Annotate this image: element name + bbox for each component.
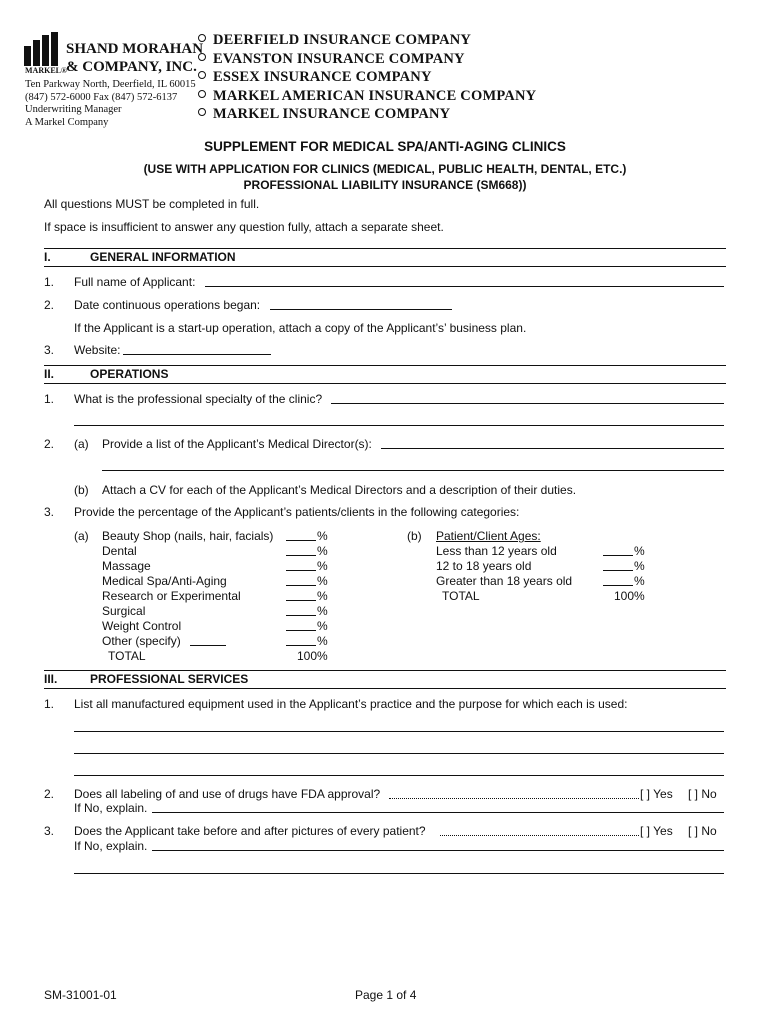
dot-leader bbox=[389, 798, 639, 799]
section-rule bbox=[44, 248, 726, 249]
page-number: Page 1 of 4 bbox=[355, 988, 417, 1002]
form-title: SUPPLEMENT FOR MEDICAL SPA/ANTI-AGING CLINICS bbox=[204, 139, 566, 154]
percent-field[interactable] bbox=[286, 555, 316, 556]
age-label: Less than 12 years old bbox=[436, 544, 557, 558]
question-number: 2. bbox=[44, 787, 55, 801]
percent-field[interactable] bbox=[286, 570, 316, 571]
percent-sign: % bbox=[317, 619, 328, 633]
radio-circle-icon[interactable] bbox=[198, 34, 206, 42]
sub-question-marker: (a) bbox=[74, 529, 89, 543]
percent-field[interactable] bbox=[603, 555, 633, 556]
form-number: SM-31001-01 bbox=[44, 988, 117, 1002]
fda-no-checkbox[interactable]: [ ] No bbox=[688, 787, 717, 801]
medical-directors-field-line2[interactable] bbox=[102, 470, 724, 471]
question-label: Website: bbox=[74, 343, 121, 357]
percent-sign: % bbox=[634, 544, 645, 558]
category-label: Dental bbox=[102, 544, 137, 558]
sub-question-marker: (b) bbox=[74, 483, 89, 497]
question-label: Provide the percentage of the Applicant’s patients/clients in the following categories: bbox=[74, 505, 520, 519]
question-label: Full name of Applicant: bbox=[74, 275, 196, 289]
section-number: II. bbox=[44, 367, 55, 381]
age-label: 12 to 18 years old bbox=[436, 559, 532, 573]
sub-question-marker: (a) bbox=[74, 437, 89, 451]
percent-field[interactable] bbox=[286, 630, 316, 631]
radio-circle-icon[interactable] bbox=[198, 71, 206, 79]
question-label: Attach a CV for each of the Applicant’s Medical Directors and a description of their duties. bbox=[102, 483, 577, 497]
specialty-field-line2[interactable] bbox=[74, 425, 724, 426]
percent-field[interactable] bbox=[603, 585, 633, 586]
fda-explain-field[interactable] bbox=[152, 812, 724, 813]
question-label: Does the Applicant take before and after pictures of every patient? bbox=[74, 824, 426, 838]
question-label: What is the professional specialty of the clinic? bbox=[74, 392, 323, 406]
total-value: 100% bbox=[614, 589, 645, 603]
company-option[interactable]: MARKEL AMERICAN INSURANCE COMPANY bbox=[198, 87, 536, 106]
equipment-field-line3[interactable] bbox=[74, 775, 724, 776]
section-rule bbox=[44, 365, 726, 366]
pictures-no-checkbox[interactable]: [ ] No bbox=[688, 824, 717, 838]
equipment-field-line2[interactable] bbox=[74, 753, 724, 754]
question-note: If the Applicant is a start-up operation, attach a copy of the Applicant’s’ business plan. bbox=[74, 321, 527, 335]
radio-circle-icon[interactable] bbox=[198, 53, 206, 61]
form-subtitle: PROFESSIONAL LIABILITY INSURANCE (SM668)) bbox=[243, 178, 527, 192]
total-label: TOTAL bbox=[442, 589, 480, 603]
question-label: Does all labeling of and use of drugs have FDA approval? bbox=[74, 787, 381, 801]
equipment-field-line1[interactable] bbox=[74, 731, 724, 732]
explain-label: If No, explain. bbox=[74, 839, 148, 853]
percent-field[interactable] bbox=[286, 540, 316, 541]
percent-sign: % bbox=[317, 529, 328, 543]
percent-sign: % bbox=[317, 634, 328, 648]
markel-logo-bars bbox=[24, 32, 64, 66]
section-rule bbox=[44, 266, 726, 267]
brand-name-line1: SHAND MORAHAN bbox=[66, 41, 204, 57]
specialty-field[interactable] bbox=[331, 403, 724, 404]
percent-field[interactable] bbox=[286, 645, 316, 646]
category-label: Research or Experimental bbox=[102, 589, 241, 603]
company-option[interactable]: MARKEL INSURANCE COMPANY bbox=[198, 105, 536, 124]
percent-field[interactable] bbox=[286, 585, 316, 586]
dot-leader bbox=[440, 835, 639, 836]
question-number: 1. bbox=[44, 275, 55, 289]
other-specify-field[interactable] bbox=[190, 645, 226, 646]
total-value: 100% bbox=[297, 649, 328, 663]
percent-sign: % bbox=[317, 559, 328, 573]
company-option[interactable]: DEERFIELD INSURANCE COMPANY bbox=[198, 31, 536, 50]
percent-field[interactable] bbox=[286, 600, 316, 601]
sub-question-marker: (b) bbox=[407, 529, 422, 543]
brand-name-line2: & COMPANY, INC. bbox=[66, 59, 197, 75]
website-field[interactable] bbox=[123, 354, 271, 355]
address-line: (847) 572-6000 Fax (847) 572-6137 bbox=[25, 91, 178, 103]
percent-sign: % bbox=[317, 574, 328, 588]
category-label: Massage bbox=[102, 559, 151, 573]
intro-text: All questions MUST be completed in full. bbox=[44, 197, 260, 211]
percent-sign: % bbox=[317, 589, 328, 603]
category-label: Beauty Shop (nails, hair, facials) bbox=[102, 529, 274, 543]
company-option[interactable]: ESSEX INSURANCE COMPANY bbox=[198, 68, 536, 87]
section-title: OPERATIONS bbox=[90, 367, 169, 381]
question-number: 1. bbox=[44, 697, 55, 711]
radio-circle-icon[interactable] bbox=[198, 90, 206, 98]
ages-heading: Patient/Client Ages: bbox=[436, 529, 541, 543]
question-number: 3. bbox=[44, 505, 55, 519]
pictures-explain-field[interactable] bbox=[152, 850, 724, 851]
percent-sign: % bbox=[634, 559, 645, 573]
explain-label: If No, explain. bbox=[74, 801, 148, 815]
percent-field[interactable] bbox=[286, 615, 316, 616]
percent-sign: % bbox=[634, 574, 645, 588]
radio-circle-icon[interactable] bbox=[198, 108, 206, 116]
section-number: III. bbox=[44, 672, 58, 686]
percent-sign: % bbox=[317, 544, 328, 558]
pictures-yes-checkbox[interactable]: [ ] Yes bbox=[640, 824, 673, 838]
section-rule bbox=[44, 383, 726, 384]
category-label: Medical Spa/Anti-Aging bbox=[102, 574, 227, 588]
intro-text: If space is insufficient to answer any question fully, attach a separate sheet. bbox=[44, 220, 444, 234]
address-line: A Markel Company bbox=[25, 116, 109, 128]
question-number: 2. bbox=[44, 298, 55, 312]
fda-yes-checkbox[interactable]: [ ] Yes bbox=[640, 787, 673, 801]
total-label: TOTAL bbox=[108, 649, 146, 663]
section-rule bbox=[44, 670, 726, 671]
company-address bbox=[25, 79, 196, 129]
address-line: Ten Parkway North, Deerfield, IL 60015 bbox=[25, 79, 196, 90]
section-rule bbox=[44, 688, 726, 689]
company-option[interactable]: EVANSTON INSURANCE COMPANY bbox=[198, 50, 536, 69]
category-label: Other (specify) bbox=[102, 634, 181, 648]
percent-sign: % bbox=[317, 604, 328, 618]
question-label: List all manufactured equipment used in the Applicant’s practice and the purpose for which each is used: bbox=[74, 697, 628, 711]
medical-directors-field[interactable] bbox=[381, 448, 724, 449]
percent-field[interactable] bbox=[603, 570, 633, 571]
category-label: Surgical bbox=[102, 604, 146, 618]
section-title: PROFESSIONAL SERVICES bbox=[90, 672, 249, 686]
operations-date-field[interactable] bbox=[270, 309, 452, 310]
category-label: Weight Control bbox=[102, 619, 182, 633]
company-list bbox=[198, 31, 536, 124]
address-line: Underwriting Manager bbox=[25, 104, 122, 115]
age-label: Greater than 18 years old bbox=[436, 574, 573, 588]
applicant-name-field[interactable] bbox=[205, 286, 724, 287]
question-number: 1. bbox=[44, 392, 55, 406]
form-subtitle: (USE WITH APPLICATION FOR CLINICS (MEDICAL, PUBLIC HEALTH, DENTAL, ETC.) bbox=[143, 162, 627, 176]
pictures-explain-field-line2[interactable] bbox=[74, 873, 724, 874]
section-number: I. bbox=[44, 250, 51, 264]
question-number: 2. bbox=[44, 437, 55, 451]
section-title: GENERAL INFORMATION bbox=[90, 250, 236, 264]
question-number: 3. bbox=[44, 824, 55, 838]
markel-wordmark: MARKEL® bbox=[25, 66, 67, 75]
question-label: Provide a list of the Applicant’s Medical Director(s): bbox=[102, 437, 372, 451]
question-number: 3. bbox=[44, 343, 55, 357]
question-label: Date continuous operations began: bbox=[74, 298, 261, 312]
